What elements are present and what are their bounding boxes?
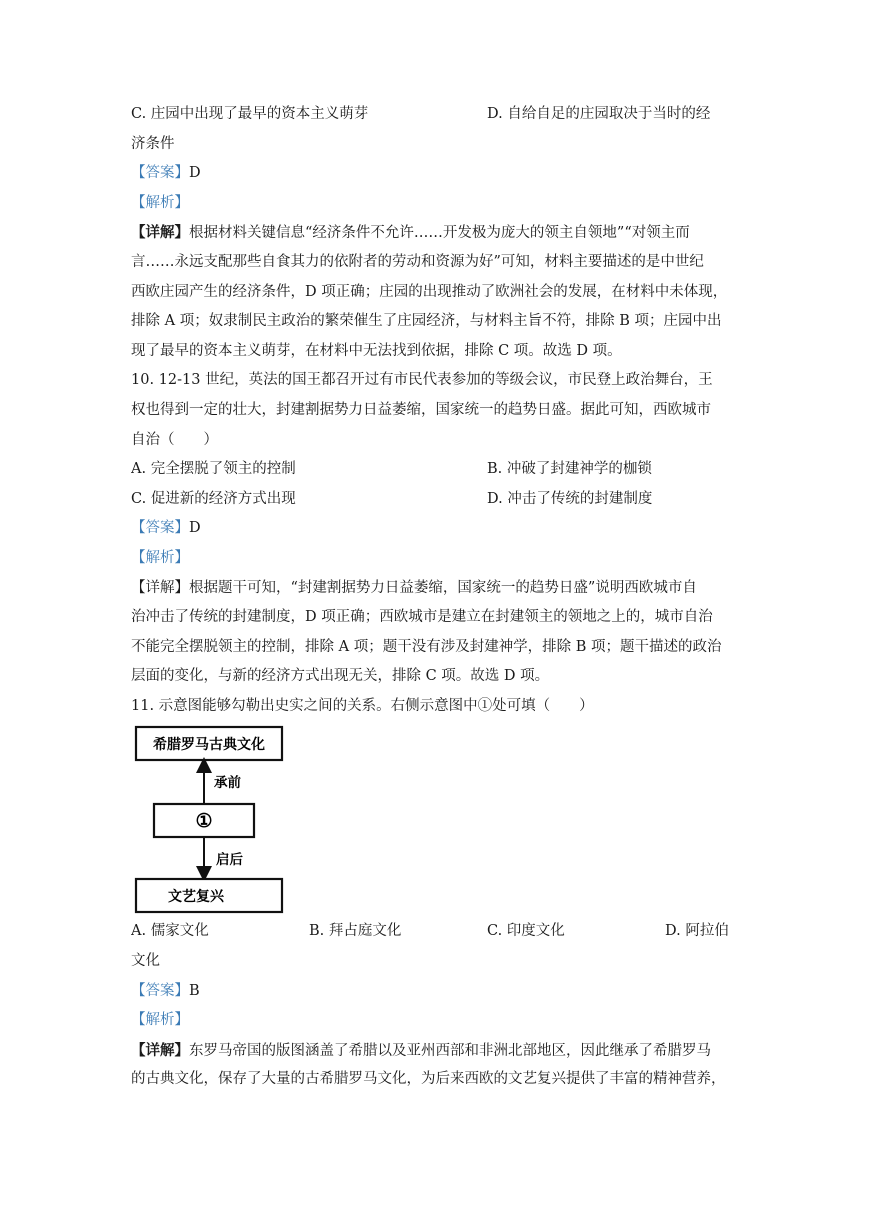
q10-options-ab — [131, 455, 739, 485]
q10-options-cd — [131, 485, 739, 515]
top-box-label: 希腊罗马古典文化 — [153, 737, 265, 754]
q11-detail-line: 的古典文化，保存了大量的古希腊罗马文化，为后来西欧的文艺复兴提供了丰富的精神营养， — [131, 1071, 726, 1088]
q10-option-b[interactable]: B. 冲破了封建神学的枷锁 — [487, 461, 652, 478]
q11-option-b[interactable]: B. 拜占庭文化 — [309, 923, 402, 940]
q9-detail-line: 言……永远支配那些自食其力的依附者的劳动和资源为好”可知，材料主要描述的是中世纪 — [131, 253, 704, 270]
q11-diagram — [131, 721, 739, 917]
detail-tag: 【详解】 — [131, 224, 189, 242]
q10-detail-line: 治冲击了传统的封建制度，D 项正确；西欧城市是建立在封建领主的领地之上的，城市自治 — [131, 609, 713, 626]
answer-tag: 【答案】 — [131, 982, 189, 999]
flow-diagram — [131, 721, 291, 917]
q9-detail-line: 排除 A 项；奴隶制民主政治的繁荣催生了庄园经济，与材料主旨不符，排除 B 项；庄园中出 — [131, 313, 722, 330]
document-page — [131, 100, 739, 1095]
q11-analysis-tag: 【解析】 — [131, 1012, 189, 1029]
q9-option-d-continued: 济条件 — [131, 135, 175, 152]
q10-option-c[interactable]: C. 促进新的经济方式出现 — [131, 490, 296, 507]
q10-answer — [131, 514, 739, 544]
q9-option-c[interactable]: C. 庄园中出现了最早的资本主义萌芽 — [131, 106, 369, 122]
q11-detail-line: 【详解】东罗马帝国的版图涵盖了希腊以及亚州西部和非洲北部地区，因此继承了希腊罗马 — [131, 1041, 711, 1059]
q10-analysis-tag: 【解析】 — [131, 549, 189, 566]
q10-stem-line: 10. 12-13 世纪，英法的国王都召开过有市民代表参加的等级会议，市民登上政治舞台，王 — [131, 372, 713, 389]
q11-option-d[interactable]: D. 阿拉伯 — [665, 923, 729, 940]
q9-analysis-tag: 【解析】 — [131, 194, 189, 211]
q11-option-a[interactable]: A. 儒家文化 — [131, 923, 209, 940]
q11-answer — [131, 977, 739, 1007]
answer-value: D — [189, 520, 201, 537]
q10-stem-line: 自治（ ） — [131, 431, 218, 448]
q11-option-d-continued: 文化 — [131, 953, 160, 970]
q10-detail-line: 不能完全摆脱领主的控制，排除 A 项；题干没有涉及封建神学，排除 B 项；题干描述的政治 — [131, 638, 722, 655]
q9-detail-line: 【详解】根据材料关键信息“经济条件不允许……开发极为庞大的领主自领地”“对领主而 — [131, 224, 690, 242]
q11-options — [131, 917, 739, 947]
q10-option-d[interactable]: D. 冲击了传统的封建制度 — [487, 490, 653, 507]
answer-value: B — [189, 982, 200, 999]
q9-detail-line: 西欧庄园产生的经济条件，D 项正确；庄园的出现推动了欧洲社会的发展，在材料中未体现， — [131, 283, 728, 300]
answer-tag: 【答案】 — [131, 520, 189, 537]
q9-detail-line: 现了最早的资本主义萌芽，在材料中无法找到依据，排除 C 项。故选 D 项。 — [131, 342, 622, 359]
q9-option-d[interactable]: D. 自给自足的庄园取决于当时的经 — [487, 106, 711, 122]
bottom-box-label: 文艺复兴 — [168, 889, 224, 906]
q10-detail-line: 【详解】根据题干可知，“封建割据势力日益萎缩，国家统一的趋势日盛”说明西欧城市自 — [131, 579, 697, 596]
answer-value: D — [189, 165, 201, 182]
q9-answer — [131, 159, 739, 189]
detail-tag: 【详解】 — [131, 579, 189, 596]
q11-option-c[interactable]: C. 印度文化 — [487, 923, 565, 940]
arrow-down-label: 启后 — [216, 852, 243, 869]
arrow-up-label: 承前 — [214, 775, 241, 792]
q11-stem: 11. 示意图能够勾勒出史实之间的关系。右侧示意图中①处可填（ ） — [131, 697, 594, 714]
q10-detail-line: 层面的变化，与新的经济方式出现无关，排除 C 项。故选 D 项。 — [131, 668, 550, 685]
q10-stem-line: 权也得到一定的壮大，封建割据势力日益萎缩，国家统一的趋势日盛。据此可知，西欧城市 — [131, 401, 711, 418]
q9-options-cd — [131, 100, 739, 130]
middle-box-label: ① — [195, 810, 213, 833]
detail-tag: 【详解】 — [131, 1041, 189, 1059]
q10-option-a[interactable]: A. 完全摆脱了领主的控制 — [131, 461, 296, 478]
answer-tag: 【答案】 — [131, 165, 189, 182]
